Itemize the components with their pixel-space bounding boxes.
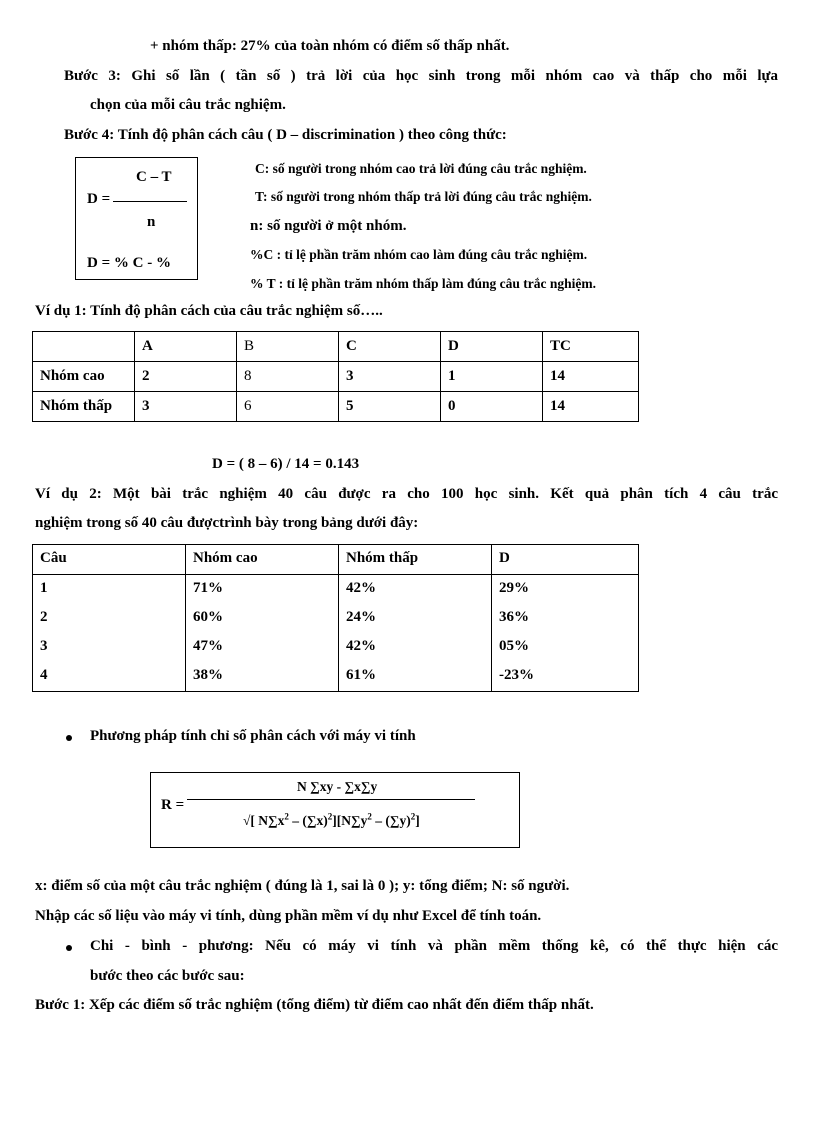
bullet-icon: [66, 945, 72, 951]
line-low-group: + nhóm thấp: 27% của toàn nhóm có điểm số thấp nhất.: [150, 38, 510, 54]
legend-pt: % T : tỉ lệ phần trăm nhóm thấp làm đúng câu trắc nghiệm.: [250, 276, 597, 291]
table-cell: 1: [441, 362, 543, 392]
table-cell: 14: [543, 362, 639, 392]
table-cell: C: [339, 332, 441, 362]
table-cell: 5: [339, 392, 441, 422]
example1-table: [32, 331, 639, 422]
table-cell: Nhóm cao: [186, 545, 339, 575]
step3-line2: chọn của mỗi câu trắc nghiệm.: [90, 97, 286, 113]
table-cell: 60%: [186, 604, 339, 633]
table-cell: 1: [33, 575, 186, 605]
table-cell: 36%: [492, 604, 639, 633]
bullet-icon: [66, 735, 72, 741]
table-cell: 2: [135, 362, 237, 392]
xy-definition: x: điểm số của một câu trắc nghiệm ( đúng là 1, sai là 0 ); y: tổng điểm; N: số người.: [35, 878, 570, 894]
sqrt-icon: √: [243, 813, 251, 828]
table-cell: 0: [441, 392, 543, 422]
table-row: [33, 392, 639, 422]
example2-line1: Ví dụ 2: Một bài trắc nghiệm 40 câu được ra cho 100 học sinh. Kết quả phân tích 4 câu trắc: [35, 486, 778, 502]
table-row: [33, 633, 639, 662]
legend-c: C: số người trong nhóm cao trả lời đúng câu trắc nghiệm.: [255, 161, 587, 176]
table-cell: -23%: [492, 662, 639, 692]
method-bullet-text: Phương pháp tính chỉ số phân cách với máy vi tính: [90, 728, 416, 744]
formula-numerator: C – T: [136, 169, 172, 185]
chi-square-line1: Chi - bình - phương: Nếu có máy vi tính và phần mềm thống kê, có thể thực hiện các: [90, 938, 778, 954]
table-cell: 42%: [339, 575, 492, 605]
r-label: R =: [161, 797, 185, 813]
table-cell: Nhóm thấp: [33, 392, 135, 422]
table-cell: 42%: [339, 633, 492, 662]
table-cell: 38%: [186, 662, 339, 692]
table-cell: 6: [237, 392, 339, 422]
table-cell: 24%: [339, 604, 492, 633]
legend-pc: %C : tỉ lệ phần trăm nhóm cao làm đúng câu trắc nghiệm.: [250, 247, 588, 262]
chi-square-line2: bước theo các bước sau:: [90, 968, 245, 984]
example2-line2: nghiệm trong số 40 câu đượctrình bày trong bảng dưới đây:: [35, 515, 419, 531]
table-cell: 29%: [492, 575, 639, 605]
r-formula-box: [150, 772, 520, 848]
formula-box: [75, 157, 198, 280]
table-row: [33, 545, 639, 575]
r-denominator: √[ $N\sum x^2 - (\sum x)^2][N\sum y^2 - (\sum y)^2]$: [243, 811, 420, 828]
table-cell: Nhóm thấp: [339, 545, 492, 575]
table-cell: Nhóm cao: [33, 362, 135, 392]
table-cell: B: [237, 332, 339, 362]
table-row: [33, 332, 639, 362]
excel-line: Nhập các số liệu vào máy vi tính, dùng phần mềm ví dụ như Excel để tính toán.: [35, 908, 542, 924]
table-row: [33, 604, 639, 633]
table-cell: 3: [33, 633, 186, 662]
example2-table: [32, 544, 639, 692]
formula-percent: D = % C - %: [87, 255, 171, 271]
table-cell: [33, 332, 135, 362]
formula-denominator: n: [147, 214, 156, 230]
table-row: [33, 575, 639, 605]
table-cell: TC: [543, 332, 639, 362]
example1-result: D = ( 8 – 6) / 14 = 0.143: [212, 456, 360, 472]
table-row: [33, 662, 639, 692]
step3-line1: Bước 3: Ghi số lần ( tần số ) trả lời của học sinh trong mỗi nhóm cao và thấp cho mỗi lựa: [64, 68, 778, 84]
table-cell: 05%: [492, 633, 639, 662]
example1-title: Ví dụ 1: Tính độ phân cách của câu trắc nghiệm số…..: [35, 303, 383, 319]
r-fraction-bar: [187, 799, 475, 800]
table-cell: 3: [135, 392, 237, 422]
formula-d: D =: [87, 191, 111, 207]
table-cell: 71%: [186, 575, 339, 605]
step4-line: Bước 4: Tính độ phân cách câu ( D – discrimination ) theo công thức:: [64, 127, 507, 143]
table-row: [33, 362, 639, 392]
table-cell: Câu: [33, 545, 186, 575]
legend-n: n: số người ở một nhóm.: [250, 218, 407, 234]
fraction-bar: [113, 201, 187, 202]
table-cell: 47%: [186, 633, 339, 662]
table-cell: 14: [543, 392, 639, 422]
table-cell: 3: [339, 362, 441, 392]
table-cell: 2: [33, 604, 186, 633]
table-cell: 8: [237, 362, 339, 392]
table-cell: 4: [33, 662, 186, 692]
table-cell: 61%: [339, 662, 492, 692]
table-cell: A: [135, 332, 237, 362]
table-cell: D: [492, 545, 639, 575]
r-numerator: N ∑xy - ∑x∑y: [297, 779, 378, 794]
table-cell: D: [441, 332, 543, 362]
legend-t: T: số người trong nhóm thấp trả lời đúng câu trắc nghiệm.: [255, 189, 592, 204]
step1-line: Bước 1: Xếp các điểm số trắc nghiệm (tổng điểm) từ điểm cao nhất đến điểm thấp nhất.: [35, 997, 594, 1013]
